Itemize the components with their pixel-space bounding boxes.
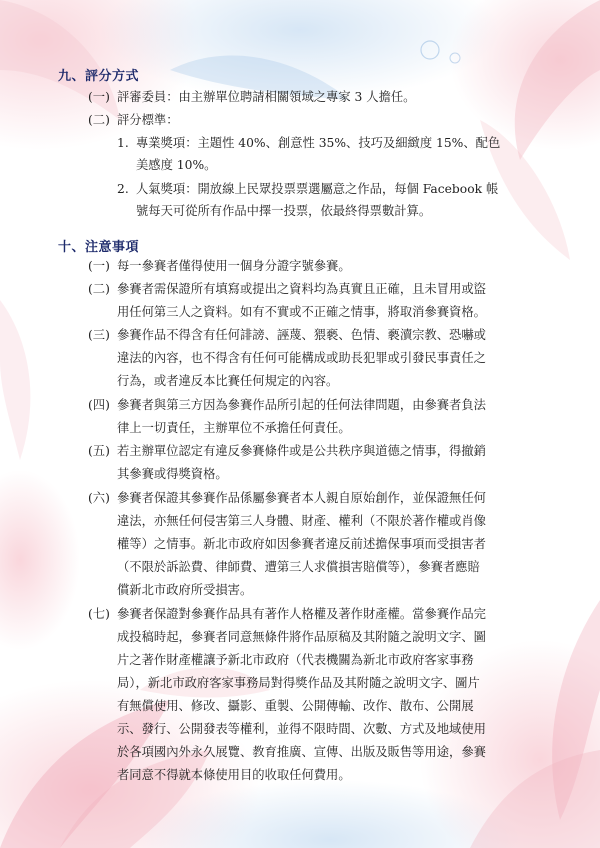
item-line: 違法，亦無任何侵害第三人身體、財產、權利（不限於著作權或肖像 [117,514,486,528]
criteria-line: 人氣獎項：開放線上民眾投票票選屬意之作品，每個 Facebook 帳 [136,182,499,196]
section-10-heading: 十、注意事項 [58,240,140,255]
item-line: 於各項國內外永久展覽、教育推廣、宣傳、出版及販售等用途，參賽 [117,745,486,759]
item-marker: (一) [88,259,110,273]
section-9-heading: 九、評分方式 [58,69,140,84]
item-marker: (一) [88,90,110,104]
item-line: 違法的內容，也不得含有任何可能構成或助長犯罪或引發民事責任之 [117,351,486,365]
item-line: 償新北市政府所受損害。 [117,583,253,597]
item-line: 示、發行、公開發表等權利，並得不限時間、次數、方式及地域使用 [117,722,486,736]
item-line: 每一參賽者僅得使用一個身分證字號參賽。 [117,259,351,273]
item-marker: (七) [88,607,110,621]
item-line: 參賽者需保證所有填寫或提出之資料均為真實且正確，且未冒用或盜 [117,282,486,296]
item-line: 有無償使用、修改、攝影、重製、公開傳輸、改作、散布、公開展 [117,699,474,713]
item-text: 評審委員：由主辦單位聘請相關領域之專家 3 人擔任。 [117,90,416,104]
item-line: 成投稿時起，參賽者同意無條件將作品原稿及其附隨之說明文字、圖 [117,630,486,644]
item-marker: (五) [88,444,110,458]
item-marker: (六) [88,491,110,505]
item-line: （不限於訴訟費、律師費、遭第三人求償損害賠償等），參賽者應賠 [117,560,480,574]
item-line: 參賽者保證對參賽作品具有著作人格權及著作財產權。當參賽作品完 [117,607,486,621]
item-marker: (四) [88,398,110,412]
item-line: 行為，或者違反本比賽任何規定的內容。 [117,374,339,388]
criteria-line: 美感度 10%。 [136,158,217,172]
item-line: 律上一切責任，主辦單位不承擔任何責任。 [117,421,351,435]
item-line: 若主辦單位認定有違反參賽條件或是公共秩序與道德之情事，得撤銷 [117,444,486,458]
item-line: 局），新北市政府客家事務局對得獎作品及其附隨之說明文字、圖片 [117,676,480,690]
criteria-marker: 2. [117,182,129,196]
criteria-marker: 1. [117,136,129,150]
item-marker: (三) [88,328,110,342]
criteria-line: 號每天可從所有作品中擇一投票，依最終得票數計算。 [136,204,432,218]
item-line: 參賽者保證其參賽作品係屬參賽者本人親自原始創作，並保證無任何 [117,491,486,505]
item-line: 者同意不得就本條使用目的收取任何費用。 [117,768,351,782]
item-line: 用任何第三人之資料。如有不實或不正確之情事，將取消參賽資格。 [117,305,486,319]
item-marker: (二) [88,282,110,296]
item-line: 參賽者與第三方因為參賽作品所引起的任何法律問題，由參賽者負法 [117,398,486,412]
item-line: 參賽作品不得含有任何誹謗、誣蔑、猥褻、色情、褻瀆宗教、恐嚇或 [117,328,486,342]
item-line: 片之著作財產權讓予新北市政府（代表機關為新北市政府客家事務 [117,653,474,667]
criteria-line: 專業獎項：主題性 40%、創意性 35%、技巧及細緻度 15%、配色 [136,136,501,150]
item-line: 其參賽或得獎資格。 [117,467,228,481]
item-marker: (二) [88,113,110,127]
item-line: 權等）之情事。新北市政府如因參賽者違反前述擔保事項而受損害者 [117,537,486,551]
item-text: 評分標準： [117,113,179,127]
